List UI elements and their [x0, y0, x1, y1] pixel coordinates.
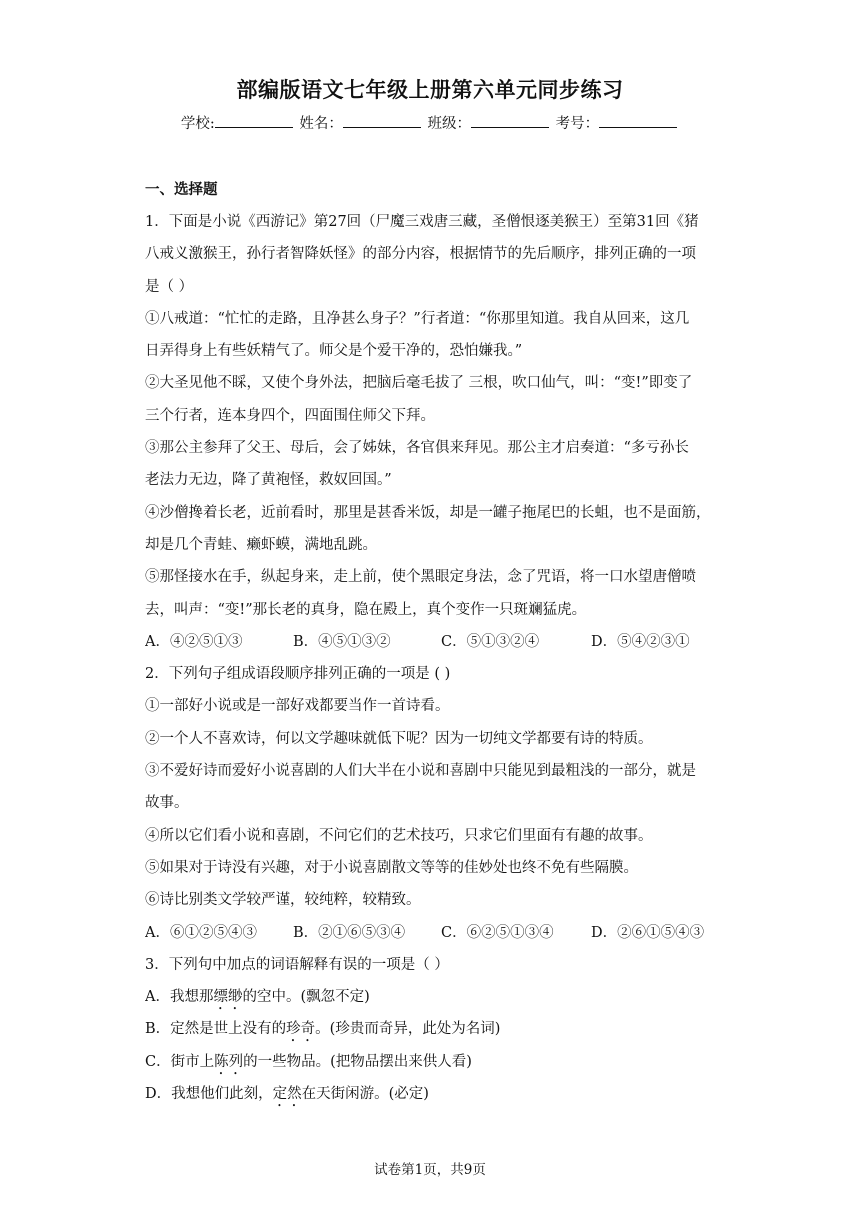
option-b: [145, 1013, 720, 1045]
answer-options: [145, 626, 720, 658]
option-text: 在天街闲游。(必定): [301, 1086, 429, 1103]
school-blank: [215, 113, 293, 128]
option-a: A．④②⑤①③: [145, 633, 243, 650]
dotted-word: 定然: [272, 1086, 302, 1103]
text-line: 老法力无边，降了黄袍怪，救奴回国。”: [145, 472, 392, 489]
text-line: ⑥诗比别类文学较严谨，较纯粹，较精致。: [145, 892, 421, 909]
text-line: 去，叫声：“变!”那长老的真身，隐在殿上，真个变作一只斑斓猛虎。: [145, 601, 587, 618]
question-content: [145, 178, 720, 1110]
option-b: B．④⑤①③②: [293, 633, 391, 650]
text-line: 故事。: [145, 795, 189, 812]
option-c: C．⑥②⑤①③④: [441, 924, 554, 941]
text-line: 1．下面是小说《西游记》第27回（尸魔三戏唐三藏，圣僧恨逐美猴王）至第31回《猪: [145, 214, 699, 230]
text-line: ③不爱好诗而爱好小说喜剧的人们大半在小说和喜剧中只能见到最粗浅的一部分，就是: [145, 763, 696, 780]
text-line: ②大圣见他不睬，又使个身外法，把脑后毫毛拔了 三根，吹口仙气，叫：“变!”即变了: [145, 375, 693, 392]
class-label: 班级：: [427, 116, 471, 132]
text-line: 日弄得身上有些妖精气了。师父是个爱干净的，恐怕嫌我。”: [145, 343, 523, 360]
school-label: 学校:: [180, 116, 215, 132]
text-line: ④所以它们看小说和喜剧，不问它们的艺术技巧，只求它们里面有有趣的故事。: [145, 827, 653, 844]
option-a: A．⑥①②⑤④③: [145, 924, 257, 941]
text-line: ③那公主参拜了父王、母后，会了姊妹，各官俱来拜见。那公主才启奏道：“多亏孙长: [145, 440, 689, 457]
text-line: 却是几个青蛙、癞虾蟆，满地乱跳。: [145, 536, 377, 553]
text-line: ②一个人不喜欢诗，何以文学趣味就低下呢？因为一切纯文学都要有诗的特质。: [145, 730, 653, 747]
option-text: 。(珍贵而奇异，此处为名词): [315, 1021, 501, 1038]
text-line: 2．下列句子组成语段顺序排列正确的一项是 ( ): [145, 666, 451, 683]
text-line: ①八戒道：“忙忙的走路，且净甚么身子？”行者道：“你那里知道。我自从回来，这几: [145, 310, 690, 327]
option-text: A．我想那: [145, 989, 214, 1006]
answer-options: [145, 917, 720, 949]
option-a: [145, 981, 720, 1013]
option-d: D．⑤④②③①: [591, 633, 690, 650]
section-heading: 一、选择题: [145, 182, 218, 198]
student-info-row: [0, 112, 860, 133]
text-line: ①一部好小说或是一部好戏都要当作一首诗看。: [145, 698, 450, 715]
dotted-word: 珍奇: [286, 1021, 316, 1038]
question-3: [145, 949, 720, 1110]
option-d: [145, 1078, 720, 1110]
question-2: [145, 658, 720, 949]
dotted-word: 陈列: [214, 1053, 244, 1070]
text-line: 是（ ）: [145, 278, 194, 295]
exam-number-blank: [599, 113, 677, 128]
option-text: 的空中。(飘忽不定): [242, 989, 370, 1006]
option-text: 的一些物品。(把物品摆出来供人看): [243, 1053, 472, 1070]
option-text: D．我想他们此刻，: [145, 1086, 273, 1103]
question-1: [145, 206, 720, 658]
option-text: B．定然是世上没有的: [145, 1021, 287, 1038]
option-d: D．②⑥①⑤④③: [591, 924, 705, 941]
question-stem: 3．下列句中加点的词语解释有误的一项是（ ）: [145, 956, 449, 973]
option-text: C．街市上: [145, 1053, 215, 1070]
text-line: ⑤那怪接水在手，纵起身来，走上前，使个黑眼定身法，念了咒语，将一口水望唐僧喷: [145, 569, 696, 586]
exam-number-label: 考号：: [555, 116, 600, 132]
dotted-word: 缥缈: [213, 989, 243, 1006]
option-c: [145, 1046, 720, 1078]
page-footer: 试卷第1页，共9页: [374, 1162, 486, 1178]
text-line: ⑤如果对于诗没有兴趣，对于小说喜剧散文等等的佳妙处也终不免有些隔膜。: [145, 859, 638, 876]
class-blank: [471, 113, 549, 128]
option-b: B．②①⑥⑤③④: [293, 924, 406, 941]
name-blank: [343, 113, 421, 128]
text-line: 八戒义激猴王，孙行者智降妖怪》的部分内容，根据情节的先后顺序，排列正确的一项: [145, 246, 696, 263]
page-title: 部编版语文七年级上册第六单元同步练习: [236, 78, 624, 102]
text-line: ④沙僧搀着长老，近前看时，那里是甚香米饭，却是一罐子拖尾巴的长蛆，也不是面筋，: [145, 504, 711, 521]
text-line: 三个行者，连本身四个，四面围住师父下拜。: [145, 407, 435, 424]
option-c: C．⑤①③②④: [441, 633, 540, 650]
name-label: 姓名：: [299, 116, 343, 132]
